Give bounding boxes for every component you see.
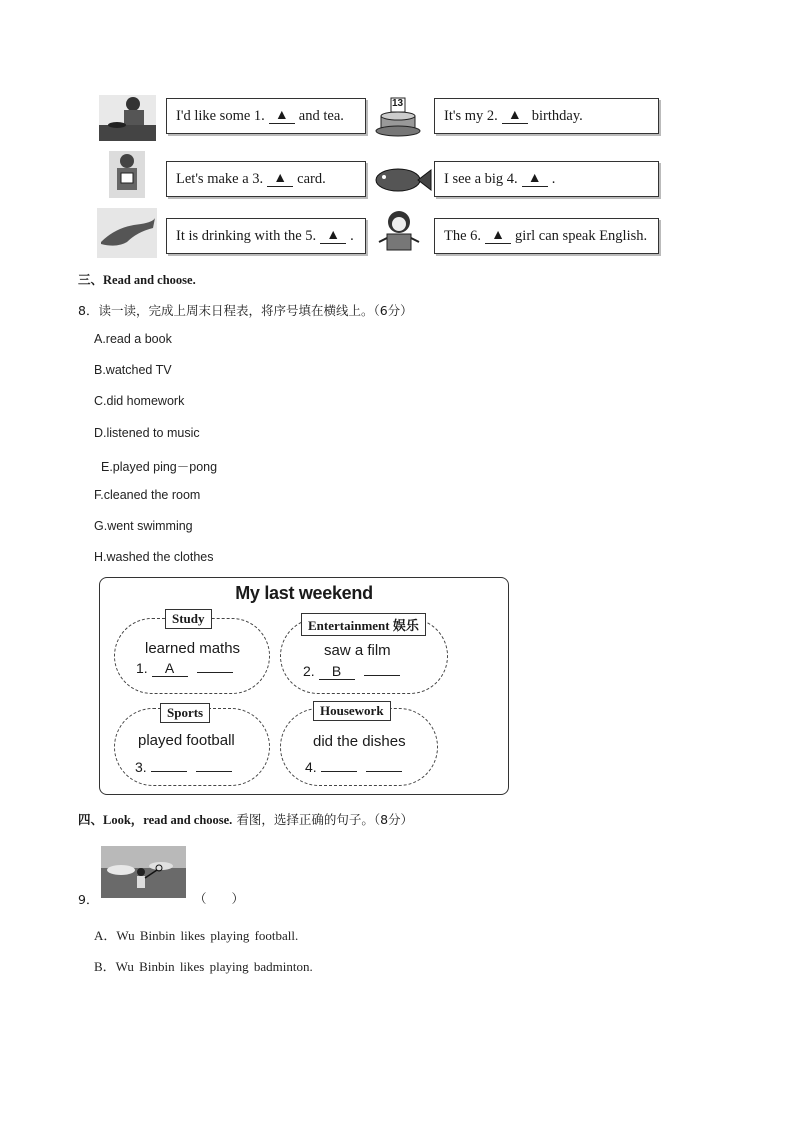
picture-bread-tea: [99, 95, 156, 141]
housework-answer-1[interactable]: [321, 771, 357, 772]
sports-activity: played football: [138, 732, 235, 749]
sports-label: Sports: [160, 703, 210, 723]
sentence-box-6: The 6. ▲ girl can speak English.: [434, 218, 659, 254]
question-9-number: 9．: [78, 892, 99, 907]
badminton-player-icon: [101, 846, 186, 898]
picture-fish: [374, 160, 432, 200]
option-f: F.cleaned the room: [94, 488, 201, 502]
study-answer: 1. A: [136, 660, 239, 677]
fish-icon: [374, 160, 432, 200]
blank-1[interactable]: ▲: [269, 109, 295, 124]
option-g: G.went swimming: [94, 519, 193, 533]
blank-3[interactable]: ▲: [267, 172, 293, 187]
blank-6[interactable]: ▲: [485, 229, 511, 244]
blank-4[interactable]: ▲: [522, 172, 548, 187]
option-b: B.watched TV: [94, 363, 172, 377]
picture-making-card: [109, 151, 145, 198]
girl-icon: [373, 206, 425, 258]
option-9b: B．Wu Binbin likes playing badminton.: [94, 959, 313, 974]
entertainment-label: Entertainment 娱乐: [301, 613, 426, 636]
sentence-box-3: Let's make a 3. ▲ card.: [166, 161, 366, 197]
question-8: 8．读一读，完成上周末日程表，将序号填在横线上。（6分）: [78, 303, 413, 318]
blank-5[interactable]: ▲: [320, 229, 346, 244]
sports-answer-1[interactable]: [151, 771, 187, 772]
person-eating-icon: [99, 95, 156, 141]
study-answer-1[interactable]: A: [152, 660, 188, 677]
option-h: H.washed the clothes: [94, 550, 214, 564]
picture-dolphin: [97, 208, 157, 258]
entertainment-answer: 2. B: [303, 663, 406, 680]
sports-answer: 3.: [135, 759, 238, 775]
housework-answer: 4.: [305, 759, 408, 775]
option-9a: A．Wu Binbin likes playing football.: [94, 928, 299, 943]
child-with-card-icon: [109, 151, 145, 198]
sports-answer-2[interactable]: [196, 771, 232, 772]
housework-answer-2[interactable]: [366, 771, 402, 772]
cake-number: 13: [392, 98, 404, 109]
section3-heading: 三、Read and choose.: [78, 273, 196, 287]
study-activity: learned maths: [145, 640, 241, 657]
sentence-box-2: It's my 2. ▲ birthday.: [434, 98, 659, 134]
entertainment-answer-2[interactable]: [364, 675, 400, 676]
option-d: D.listened to music: [94, 426, 200, 440]
answer-parentheses[interactable]: （ ）: [194, 891, 245, 906]
housework-label: Housework: [313, 701, 391, 721]
entertainment-answer-1[interactable]: B: [319, 663, 355, 680]
entertainment-activity: saw a film: [324, 642, 391, 659]
option-e: E.played ping－pong: [101, 460, 218, 474]
blank-2[interactable]: ▲: [502, 109, 528, 124]
option-a: A.read a book: [94, 332, 172, 346]
section4-heading: 四、Look，read and choose. 看图，选择正确的句子。（8分）: [78, 812, 414, 827]
sentence-box-5: It is drinking with the 5. ▲ .: [166, 218, 366, 254]
dolphin-icon: [97, 208, 157, 258]
picture-badminton: [101, 846, 186, 898]
picture-birthday-cake: [373, 94, 423, 140]
weekend-schedule-card: [99, 577, 509, 795]
option-c: C.did homework: [94, 394, 185, 408]
study-answer-2[interactable]: [197, 672, 233, 673]
housework-activity: did the dishes: [313, 733, 406, 750]
schedule-title: My last weekend: [235, 583, 373, 603]
picture-girl: [373, 206, 425, 258]
sentence-box-4: I see a big 4. ▲ .: [434, 161, 659, 197]
study-label: Study: [165, 609, 212, 629]
sentence-box-1: I'd like some 1. ▲ and tea.: [166, 98, 366, 134]
